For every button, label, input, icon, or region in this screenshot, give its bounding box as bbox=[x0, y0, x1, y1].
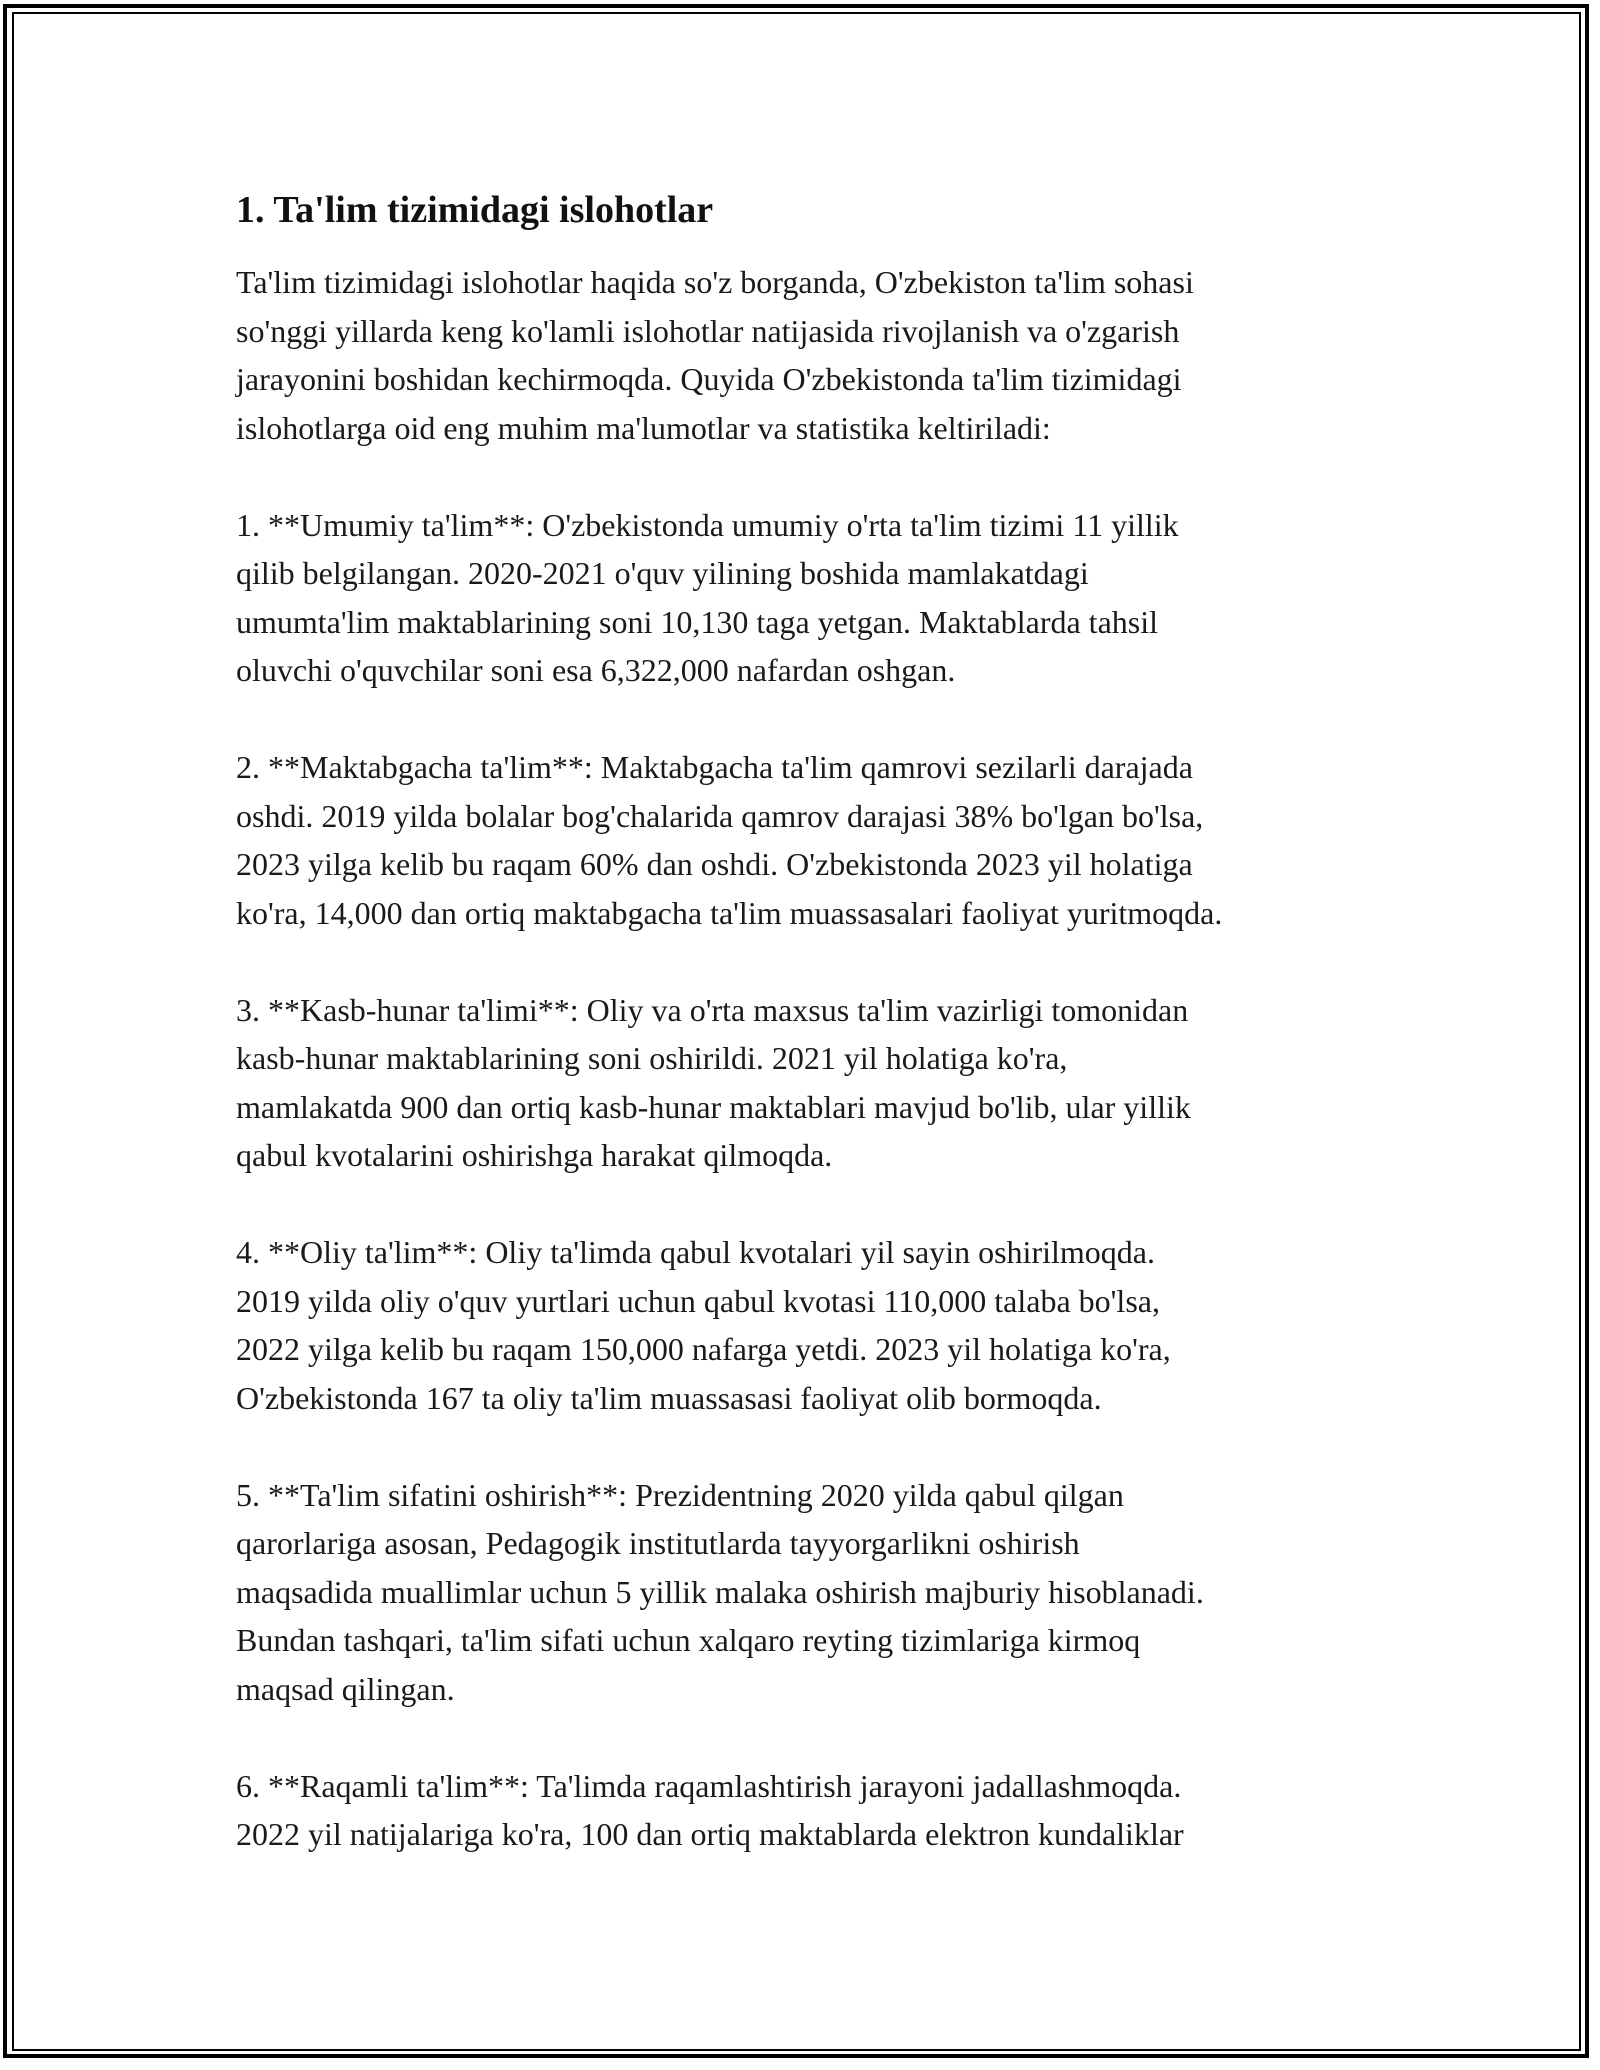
text-line: ko'ra, 14,000 dan ortiq maktabgacha ta'lim muassasalari faoliyat yuritmoqda. bbox=[236, 894, 1223, 931]
list-item-education-quality bbox=[236, 1471, 1396, 1714]
text-line: oshdi. 2019 yilda bolalar bog'chalarida qamrov darajasi 38% bo'lgan bo'lsa, bbox=[236, 797, 1204, 834]
text-line: 2023 yilga kelib bu raqam 60% dan oshdi. O'zbekistonda 2023 yil holatiga bbox=[236, 846, 1193, 882]
list-item-preschool-education bbox=[236, 743, 1396, 937]
text-line: 2. **Maktabgacha ta'lim**: Maktabgacha ta'lim qamrovi sezilarli darajada bbox=[236, 749, 1193, 785]
text-line: oluvchi o'quvchilar soni esa 6,322,000 nafardan oshgan. bbox=[236, 652, 956, 688]
section-heading: 1. Ta'lim tizimidagi islohotlar bbox=[236, 189, 714, 231]
list-item-general-education bbox=[236, 501, 1396, 695]
text-line: 2022 yilga kelib bu raqam 150,000 nafarga yetdi. 2023 yil holatiga ko'ra, bbox=[236, 1331, 1171, 1367]
document-body bbox=[236, 186, 1396, 1907]
text-line: kasb-hunar maktablarining soni oshirildi. 2021 yil holatiga ko'ra, bbox=[236, 1040, 1068, 1076]
text-line: 3. **Kasb-hunar ta'limi**: Oliy va o'rta maxsus ta'lim vazirligi tomonidan bbox=[236, 991, 1189, 1028]
text-line: 6. **Raqamli ta'lim**: Ta'limda raqamlashtirish jarayoni jadallashmoqda. bbox=[236, 1767, 1182, 1804]
intro-paragraph bbox=[236, 258, 1396, 452]
list-item-vocational-education bbox=[236, 986, 1396, 1180]
text-line: qilib belgilangan. 2020-2021 o'quv yilining boshida mamlakatdagi bbox=[236, 555, 1089, 591]
text-line: islohotlarga oid eng muhim ma'lumotlar va statistika keltiriladi: bbox=[236, 409, 1051, 446]
text-line: mamlakatda 900 dan ortiq kasb-hunar maktablari mavjud bo'lib, ular yillik bbox=[236, 1088, 1191, 1125]
text-line: maqsad qilingan. bbox=[236, 1670, 455, 1707]
text-line: Bundan tashqari, ta'lim sifati uchun xalqaro reyting tizimlariga kirmoq bbox=[236, 1622, 1141, 1658]
text-line: Ta'lim tizimidagi islohotlar haqida so'z borganda, O'zbekiston ta'lim sohasi bbox=[236, 264, 1194, 300]
text-line: jarayonini boshidan kechirmoqda. Quyida O'zbekistonda ta'lim tizimidagi bbox=[236, 361, 1182, 397]
text-line: so'nggi yillarda keng ko'lamli islohotlar natijasida rivojlanish va o'zgarish bbox=[236, 312, 1180, 349]
text-line: 5. **Ta'lim sifatini oshirish**: Prezidentning 2020 yilda qabul qilgan bbox=[236, 1476, 1124, 1513]
text-line: umumta'lim maktablarining soni 10,130 taga yetgan. Maktablarda tahsil bbox=[236, 603, 1158, 640]
text-line: qarorlariga asosan, Pedagogik institutlarda tayyorgarlikni oshirish bbox=[236, 1525, 1080, 1561]
text-line: qabul kvotalarini oshirishga harakat qilmoqda. bbox=[236, 1137, 833, 1173]
text-line: maqsadida muallimlar uchun 5 yillik malaka oshirish majburiy hisoblanadi. bbox=[236, 1573, 1204, 1610]
list-item-digital-education bbox=[236, 1762, 1396, 1859]
text-line: 4. **Oliy ta'lim**: Oliy ta'limda qabul kvotalari yil sayin oshirilmoqda. bbox=[236, 1234, 1155, 1270]
text-line: O'zbekistonda 167 ta oliy ta'lim muassasasi faoliyat olib bormoqda. bbox=[236, 1379, 1102, 1416]
text-line: 2022 yil natijalariga ko'ra, 100 dan ortiq maktablarda elektron kundaliklar bbox=[236, 1816, 1184, 1852]
list-item-higher-education bbox=[236, 1228, 1396, 1422]
text-line: 2019 yilda oliy o'quv yurtlari uchun qabul kvotasi 110,000 talaba bo'lsa, bbox=[236, 1282, 1160, 1319]
text-line: 1. **Umumiy ta'lim**: O'zbekistonda umumiy o'rta ta'lim tizimi 11 yillik bbox=[236, 506, 1179, 543]
